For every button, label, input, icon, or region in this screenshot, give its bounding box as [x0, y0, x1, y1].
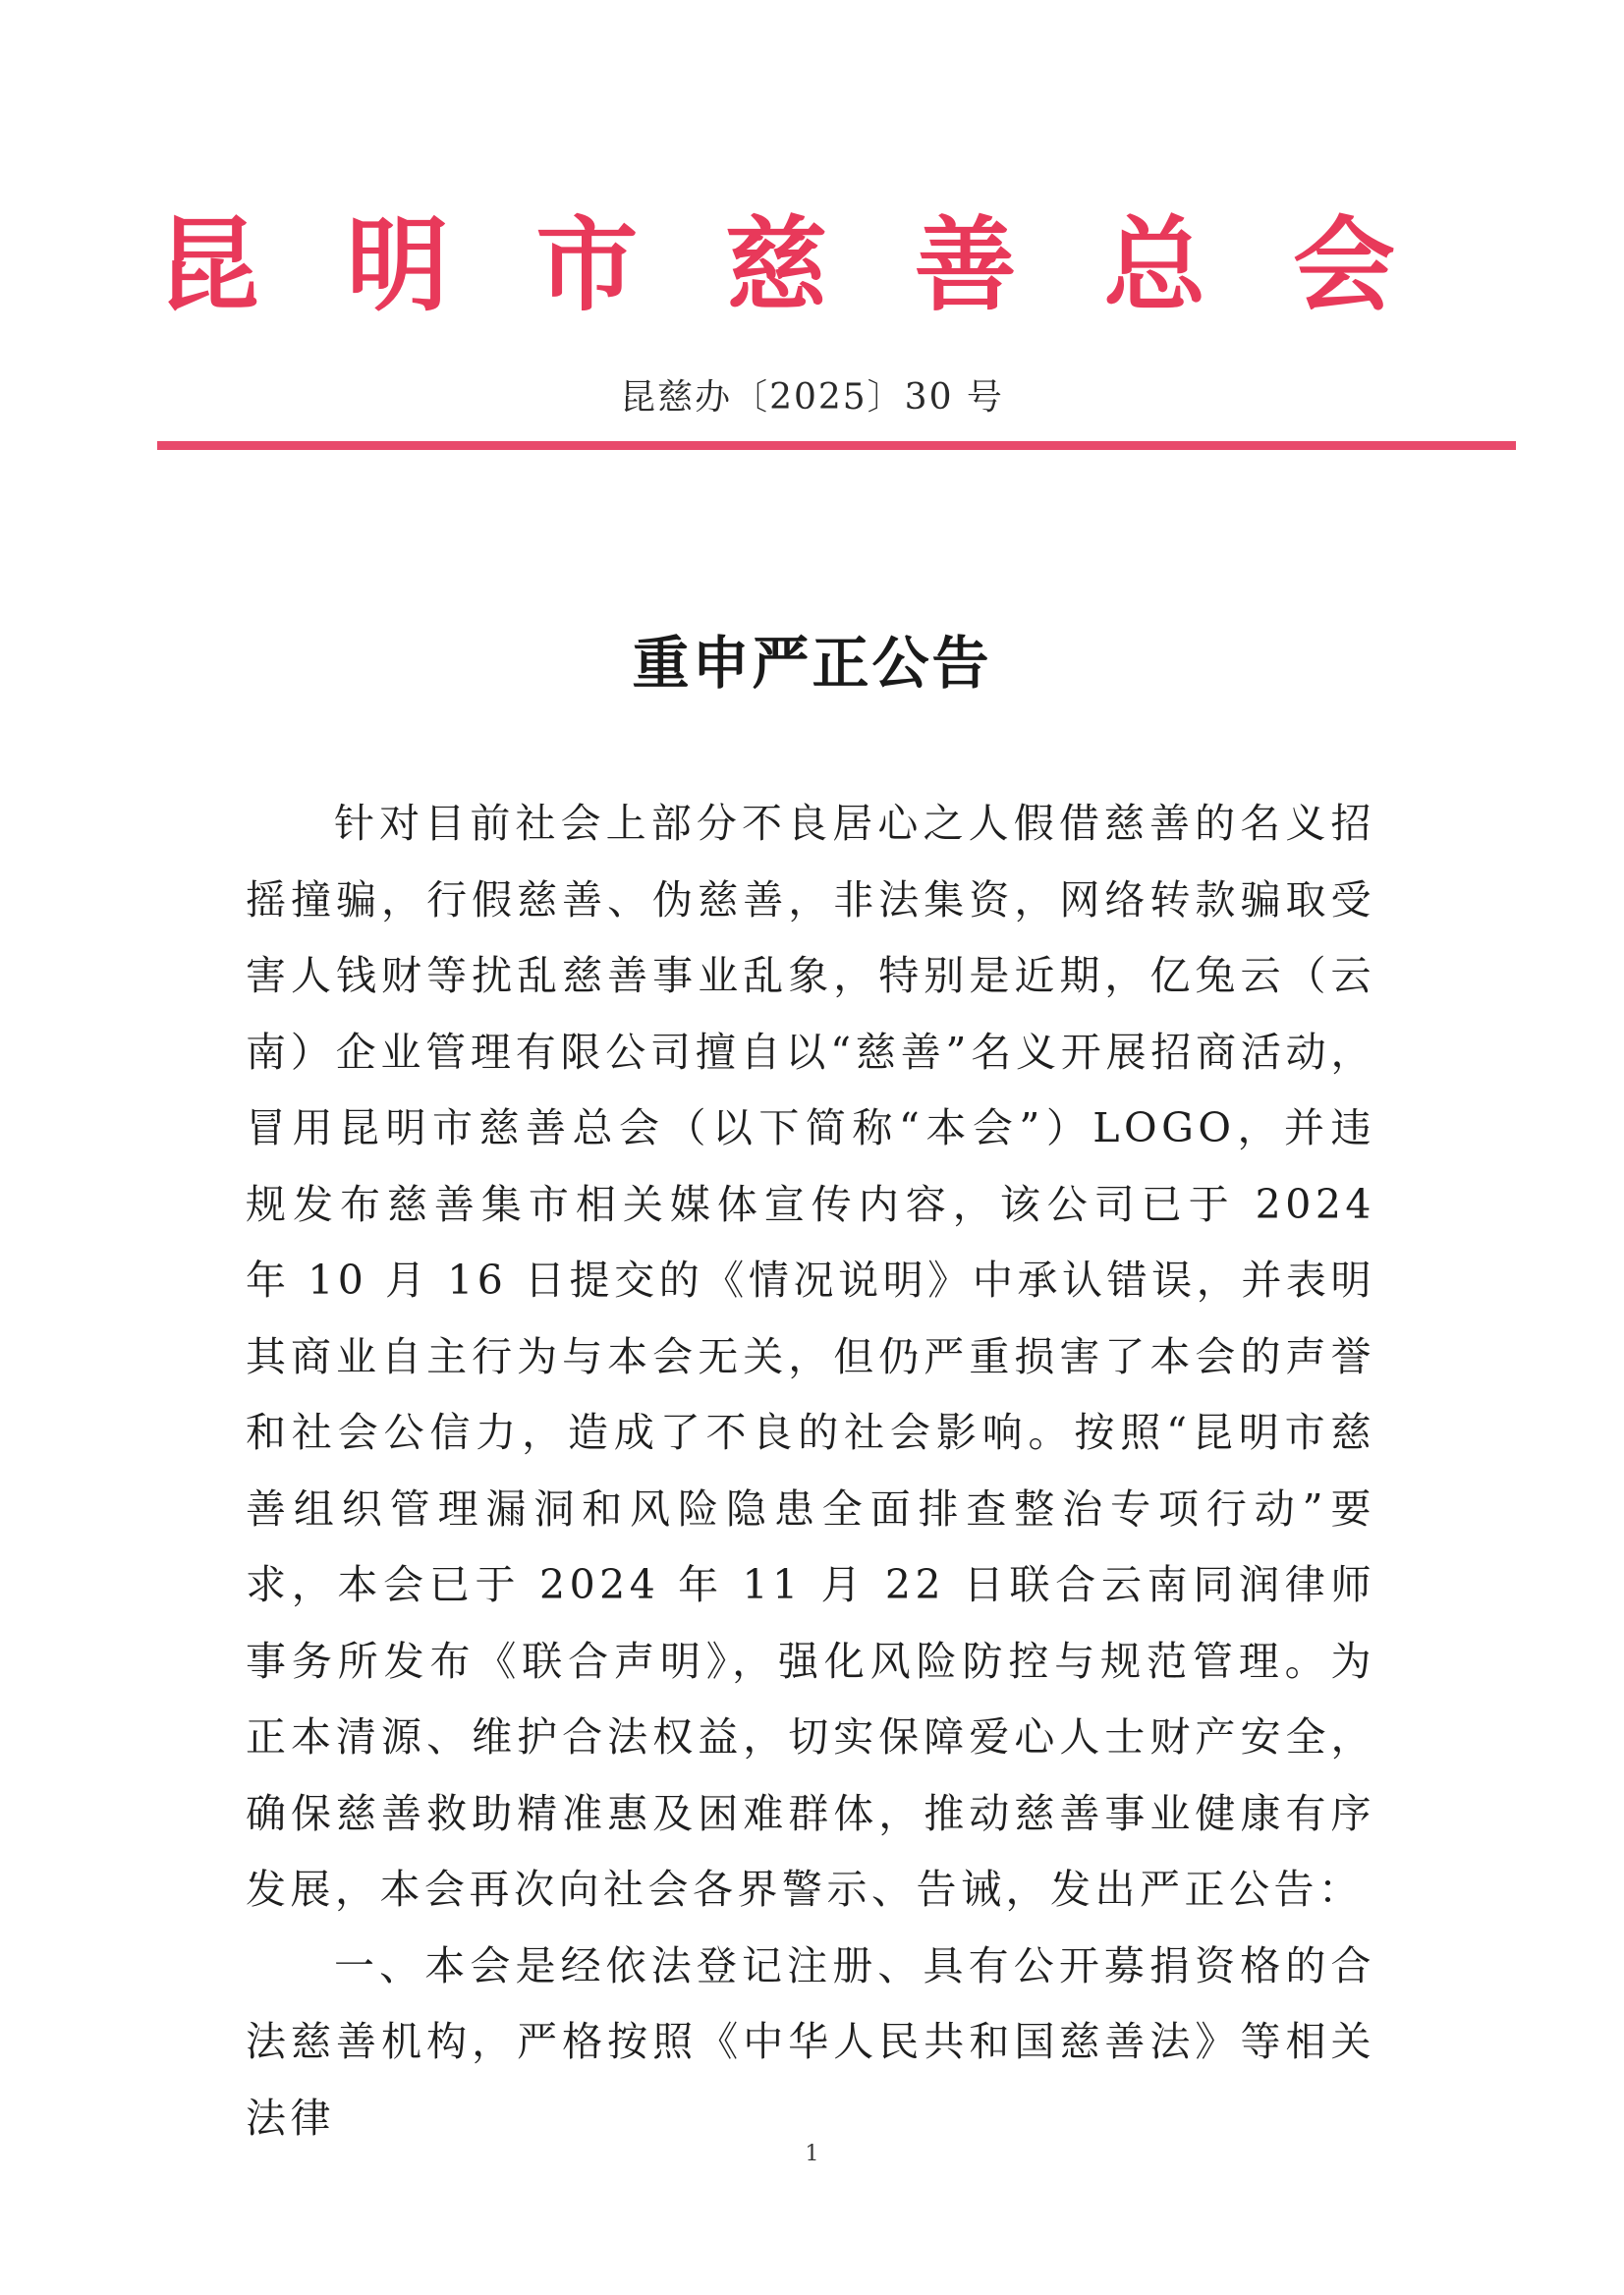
notice-body: [246, 786, 1375, 2156]
notice-title: 重申严正公告: [632, 630, 992, 697]
masthead-char: 总: [1103, 205, 1206, 325]
masthead-char: 市: [535, 205, 639, 325]
page-number: 1: [805, 2142, 819, 2166]
masthead-char: 善: [914, 205, 1017, 325]
masthead-char: 慈: [724, 205, 827, 325]
masthead-char: 会: [1292, 205, 1395, 325]
organization-masthead: [157, 201, 1395, 329]
masthead-char: 昆: [157, 205, 260, 325]
header-divider: [157, 441, 1516, 450]
masthead-char: 明: [346, 205, 449, 325]
body-paragraph: 针对目前社会上部分不良居心之人假借慈善的名义招摇撞骗，行假慈善、伪慈善，非法集资，网络转款骗取受害人钱财等扰乱慈善事业乱象，特别是近期，亿兔云（云南）企业管理有限公司擅自以“慈善”名义开展招商活动，冒用昆明市慈善总会（以下简称“本会”）LOGO，并违规发布慈善集市相关媒体宣传内容，该公司已于 2024 年 10 月 16 日提交的《情况说明》中承认错误，并表明其商业自主行为与本会无关，但仍严重损害了本会的声誉和社会公信力，造成了不良的社会影响。按照“昆明市慈善组织管理漏洞和风险隐患全面排查整治专项行动”要求，本会已于 2024 年 11 月 22 日联合云南同润律师事务所发布《联合声明》，强化风险防控与规范管理。为正本清源、维护合法权益，切实保障爱心人士财产安全，确保慈善救助精准惠及困难群体，推动慈善事业健康有序发展，本会再次向社会各界警示、告诫，发出严正公告：: [246, 800, 1375, 1913]
document-number: 昆慈办〔2025〕30 号: [620, 377, 1004, 418]
body-paragraph: 一、本会是经依法登记注册、具有公开募捐资格的合法慈善机构，严格按照《中华人民共和国慈善法》等相关法律: [246, 1941, 1375, 2142]
